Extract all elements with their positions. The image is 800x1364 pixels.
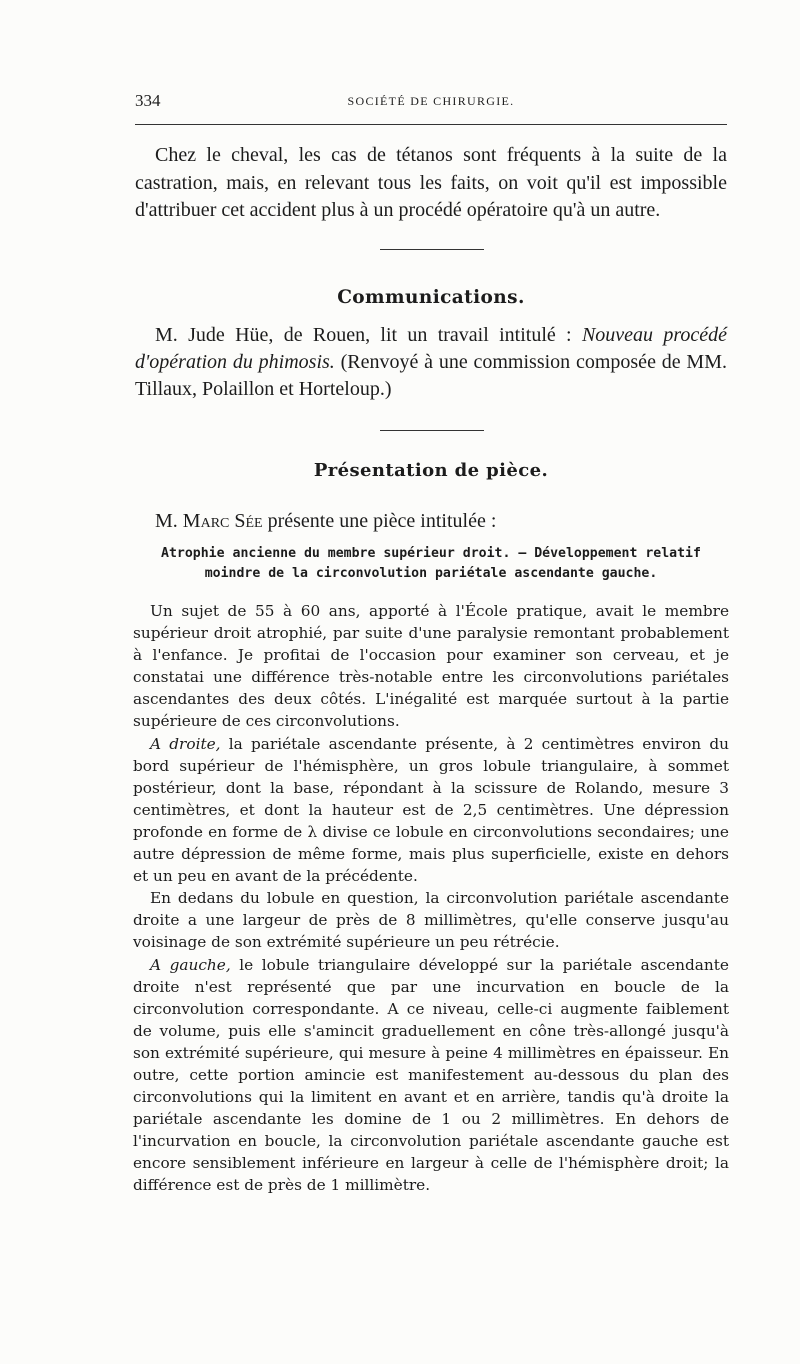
author-name: Marc Sée [182, 510, 263, 532]
body-paragraph-3: En dedans du lobule en question, la circonvolution pariétale ascendante droite a une largeur de près de 8 millimètres, qu'elle conserve jusqu'au voisinage de son extrémité supérieure un peu rétrécie. [133, 889, 729, 952]
paragraph-text: le lobule triangulaire développé sur la pariétale ascendante droite n'est représenté que par une incurvation en boucle de la circonvolution correspondante. A ce niveau, celle-ci augmente faiblement de volume, puis elle s'amincit graduellement en cône très-allongé jusqu'à son extrémité supérieure, qui mesure à peine 4 millimètres en épaisseur. En outre, cette portion amincie est manifestement au-dessous du plan des circonvolutions qui la limitent en avant et en arrière, tandis qu'à droite la pariétale ascendante les domine de 1 ou 2 millimètres. En dehors de l'incurvation en boucle, la circonvolution pariétale ascendante gauche est encore sensiblement inférieure en largeur à celle de l'hémisphère droit; la différence est de près de 1 millimètre. [133, 955, 729, 1195]
page-header [135, 91, 727, 113]
body-paragraph-4 [133, 954, 729, 1197]
communication-text-after: (Renvoyé à une commission composée de MM. Tillaux, Polaillon et Horteloup.) [135, 351, 727, 400]
communication-title: Nouveau procédé d'opération du phimosis. [135, 324, 728, 373]
running-head: SOCIÉTÉ DE CHIRURGIE. [347, 94, 515, 108]
section-heading-presentation: Présentation de pièce. [313, 460, 549, 481]
body-text [133, 600, 729, 1197]
communication-text-before: M. Jude Hüe, de Rouen, lit un travail intitulé : [155, 324, 582, 346]
section-heading-communications: Communications. [337, 287, 525, 308]
section-divider [380, 430, 484, 431]
section-divider [380, 249, 484, 250]
paragraph-lead: A droite, [150, 734, 221, 753]
header-rule [135, 124, 727, 125]
intro-suffix: présente une pièce intitulée : [262, 510, 497, 532]
page-number: 334 [135, 91, 161, 110]
intro-prefix: M. [155, 510, 183, 532]
piece-title: Atrophie ancienne du membre supérieur droit. — Développement relatif moindre de la circonvolution pariétale ascendante gauche. [161, 546, 701, 581]
paragraph-presentation-intro [135, 508, 727, 534]
body-paragraph-1: Un sujet de 55 à 60 ans, apporté à l'École pratique, avait le membre supérieur droit atrophié, par suite d'une paralysie remontant probablement à l'enfance. Je profitai de l'occasion pour examiner son cerveau, et je constatai une différence très-notable entre les circonvolutions pariétales ascendantes des deux côtés. L'inégalité est marquée surtout à la partie supérieure de ces circonvolutions. [133, 602, 729, 731]
paragraph-lead: A gauche, [150, 955, 231, 974]
paragraph-tetanos: Chez le cheval, les cas de tétanos sont fréquents à la suite de la castration, mais, en relevant tous les faits, on voit qu'il est impossible d'attribuer cet accident plus à un procédé opératoire qu'à un autre. [135, 144, 727, 221]
body-paragraph-2 [133, 733, 729, 888]
paragraph-communication [135, 322, 727, 403]
paragraph-text: la pariétale ascendante présente, à 2 centimètres environ du bord supérieur de l'hémisphère, un gros lobule triangulaire, à sommet postérieur, dont la base, répondant à la scissure de Rolando, mesure 3 centimètres, et dont la hauteur est de 2,5 centimètres. Une dépression profonde en forme de λ divise ce lobule en circonvolutions secondaires; une autre dépression de même forme, mais plus superficielle, existe en dehors et un peu en avant de la précédente. [133, 734, 729, 886]
